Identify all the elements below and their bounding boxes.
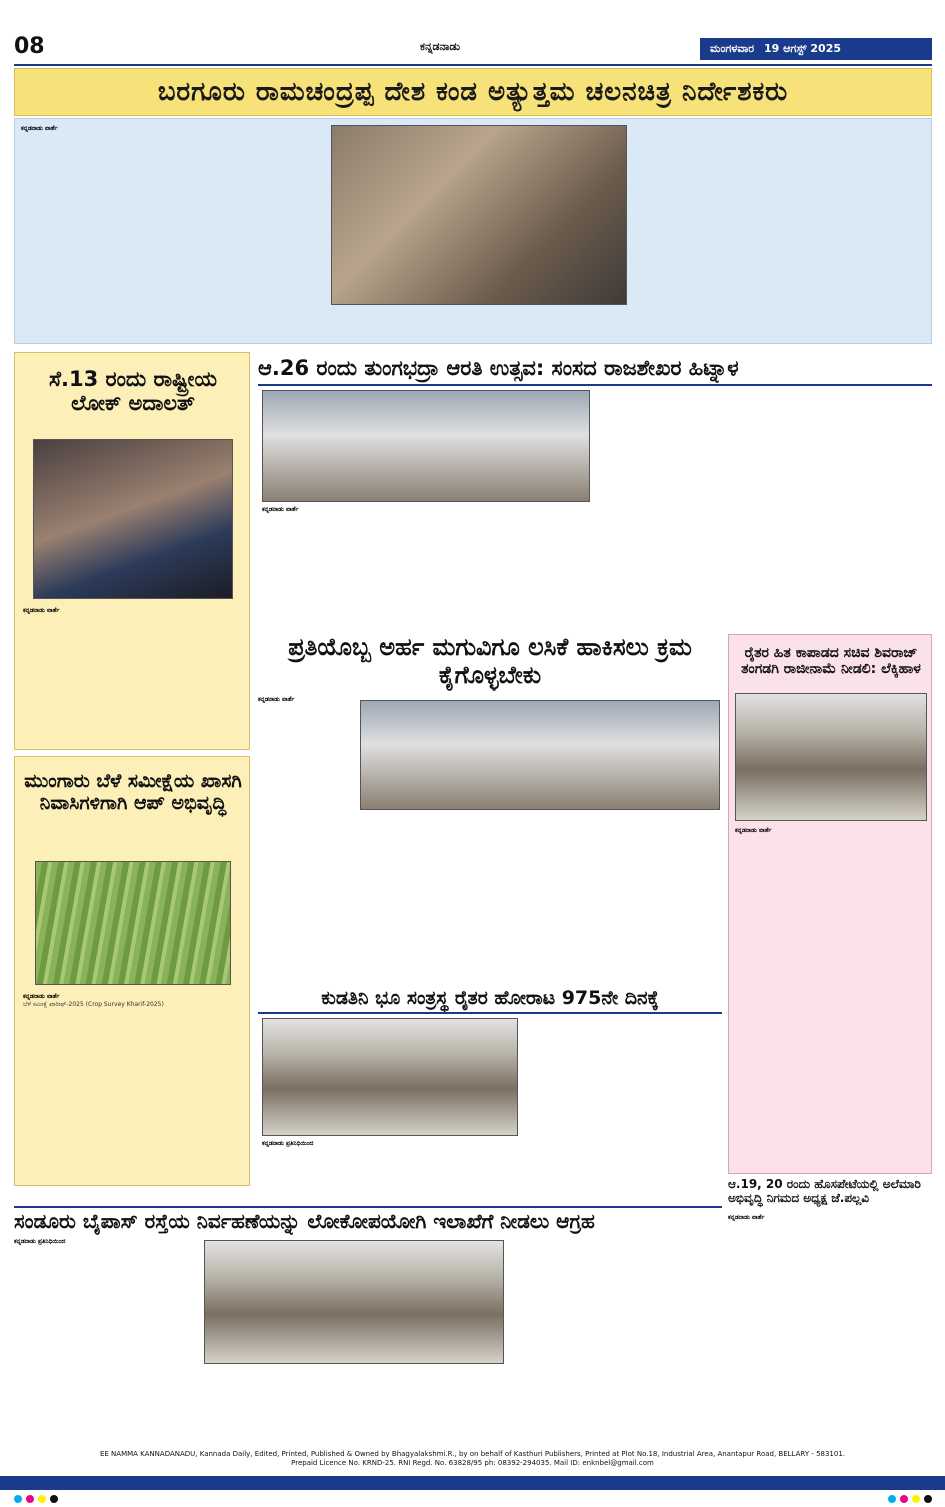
- tungabhadra-col-1: [262, 506, 426, 622]
- black-mark: [50, 1495, 58, 1503]
- lead-col-3: [225, 125, 323, 339]
- crop-app-name: ಬೆಳೆ ಸಮೀಕ್ಷೆ ಖಾರೀಫ್-2025 (Crop Survey Kharif-2025): [23, 1000, 164, 1008]
- crop-survey-box: [14, 756, 250, 1186]
- lead-col-4: [633, 125, 731, 339]
- minister-box: [728, 634, 932, 1174]
- hospet-col-2: [832, 1214, 932, 1440]
- magenta-mark: [900, 1495, 908, 1503]
- tungabhadra-rule: [258, 384, 932, 386]
- lok-adalat-box: [14, 352, 250, 750]
- tungabhadra-headline: ಆ.26 ರಂದು ತುಂಗಭದ್ರಾ ಆರತಿ ಉತ್ಸವ: ಸಂಸದ ರಾಜಶೇಖರ ಹಿಟ್ನಾಳ: [258, 356, 739, 380]
- lead-dateline: ಕನ್ನಡನಾಡು ವಾರ್ತೆ: [21, 125, 58, 132]
- lok-adalat-headline: ಸೆ.13 ರಂದು ರಾಷ್ಟ್ರೀಯ ಲೋಕ್ ಅದಾಲತ್: [49, 367, 217, 416]
- vaccine-col-3: [482, 816, 600, 980]
- sandur-col-4: [356, 1368, 504, 1440]
- header-rule: [14, 64, 932, 66]
- lok-adalat-photo: [33, 439, 233, 599]
- kudatini-dateline: ಕನ್ನಡನಾಡು ಪ್ರತಿನಿಧಿಯಿಂದ: [262, 1140, 314, 1147]
- hospet-headline: ಆ.19, 20 ರಂದು ಹೊಸಪೇಟೆಯಲ್ಲಿ ಅಲೆಮಾರಿ ಅಭಿವೃದ್ಧಿ ನಿಗಮದ ಅಧ್ಯಕ್ಷ ಜೆ.ಪಲ್ಲವಿ: [728, 1177, 921, 1205]
- vaccine-dateline: ಕನ್ನಡನಾಡು ವಾರ್ತೆ: [258, 696, 295, 703]
- minister-dateline: ಕನ್ನಡನಾಡು ವಾರ್ತೆ: [735, 827, 772, 834]
- sandur-col-3: [204, 1368, 352, 1440]
- footer-band: [0, 1476, 945, 1490]
- lead-photo-caption: [331, 311, 627, 339]
- crop-survey-body: [23, 993, 243, 1179]
- tungabhadra-col-3: [594, 390, 758, 622]
- vaccine-col-2: [360, 816, 478, 980]
- vaccine-col-1: [258, 696, 354, 896]
- yellow-mark: [912, 1495, 920, 1503]
- tungabhadra-col-4: [762, 390, 930, 622]
- cyan-mark: [888, 1495, 896, 1503]
- sandur-col-5: [508, 1240, 614, 1440]
- page-number: 08: [14, 34, 45, 59]
- sandur-rule: [14, 1206, 722, 1208]
- crop-survey-dateline: ಕನ್ನಡನಾಡು ವಾರ್ತೆ: [23, 993, 60, 1000]
- lead-col-5: [735, 125, 833, 339]
- lead-photo: [331, 125, 627, 305]
- vaccine-headline: ಪ್ರತಿಯೊಬ್ಬ ಅರ್ಹ ಮಗುವಿಗೂ ಲಸಿಕೆ ಹಾಕಿಸಲು ಕ್ರಮ ಕೈಗೊಳ್ಳಬೇಕು: [288, 633, 692, 689]
- kudatini-rule: [258, 1012, 722, 1014]
- tungabhadra-dateline: ಕನ್ನಡನಾಡು ವಾರ್ತೆ: [262, 506, 299, 513]
- imprint-line-2: Prepaid Licence No. KRND-25. RNI Regd. No. 63828/95 ph: 08392-294035. Mail ID: enknbel@gmail.com: [291, 1459, 654, 1467]
- sandur-photo: [204, 1240, 504, 1364]
- crop-field-photo: [35, 861, 231, 985]
- cyan-mark: [14, 1495, 22, 1503]
- day-label: ಮಂಗಳವಾರ: [710, 42, 755, 55]
- sandur-col-2: [112, 1238, 200, 1440]
- minister-headline: ರೈತರ ಹಿತ ಕಾಪಾಡದ ಸಚಿವ ಶಿವರಾಜ್ ತಂಗಡಗಿ ರಾಜೀನಾಮೆ ನೀಡಲಿ: ಲೆಕ್ಕಿಹಾಳ: [741, 645, 921, 678]
- lead-col-6: [837, 125, 929, 339]
- lead-headline-band: [14, 68, 932, 116]
- hospet-col-1: [728, 1214, 828, 1440]
- imprint-line-1: EE NAMMA KANNADANADU, Kannada Daily, Edited, Printed, Published & Owned by Bhagyalakshmi.R., by on behalf of Kasthuri Publishers, Printed at Plot No.18, Industrial Area, Anantapur Road, BELLARY - 583101.: [99, 1450, 846, 1458]
- kudatini-headline: ಕುಡತಿನಿ ಭೂ ಸಂತ್ರಸ್ಥ ರೈತರ ಹೋರಾಟ 975ನೇ ದಿನಕ್ಕೆ: [321, 987, 659, 1009]
- vaccine-photo: [360, 700, 720, 810]
- minister-col-2: [833, 827, 927, 1167]
- kudatini-col-1: [262, 1140, 388, 1198]
- minister-col-1: [735, 827, 827, 1167]
- lead-col-2: [123, 125, 221, 339]
- sandur-headline: ಸಂಡೂರು ಬೈಪಾಸ್ ರಸ್ತೆಯ ನಿರ್ವಹಣೆಯನ್ನು ಲೋಕೋಪಯೋಗಿ ಇಲಾಖೆಗೆ ನೀಡಲು ಆಗ್ರಹ: [14, 1209, 595, 1233]
- kudatini-photo: [262, 1018, 518, 1136]
- imprint-footer: [0, 1450, 945, 1468]
- kudatini-col-2: [392, 1140, 518, 1198]
- tungabhadra-col-2: [430, 506, 590, 622]
- kudatini-col-3: [522, 1018, 620, 1198]
- lok-adalat-body: [23, 607, 243, 745]
- vaccine-col-4: [604, 816, 722, 980]
- sandur-col-6: [618, 1240, 722, 1440]
- hospet-dateline: ಕನ್ನಡನಾಡು ವಾರ್ತೆ: [728, 1214, 765, 1221]
- tungabhadra-photo: [262, 390, 590, 502]
- masthead: ಕನ್ನಡನಾಡು: [420, 40, 461, 53]
- date-label: 19 ಆಗಸ್ಟ್ 2025: [764, 42, 842, 55]
- black-mark: [924, 1495, 932, 1503]
- yellow-mark: [38, 1495, 46, 1503]
- kudatini-col-4: [624, 1018, 722, 1198]
- sandur-dateline: ಕನ್ನಡನಾಡು ಪ್ರತಿನಿಧಿಯಿಂದ: [14, 1238, 66, 1245]
- lok-adalat-dateline: ಕನ್ನಡನಾಡು ವಾರ್ತೆ: [23, 607, 60, 614]
- date-bar: [700, 38, 932, 60]
- lead-headline: ಬರಗೂರು ರಾಮಚಂದ್ರಪ್ಪ ದೇಶ ಕಂಡ ಅತ್ಯುತ್ತಮ ಚಲನಚಿತ್ರ ನಿರ್ದೇಶಕರು: [157, 76, 789, 107]
- minister-photo: [735, 693, 927, 821]
- lead-col-1: [21, 125, 119, 339]
- magenta-mark: [26, 1495, 34, 1503]
- lead-story: [14, 118, 932, 344]
- registration-marks-right: [888, 1495, 932, 1503]
- crop-survey-headline: ಮುಂಗಾರು ಬೆಳೆ ಸಮೀಕ್ಷೆಯ ಖಾಸಗಿ ನಿವಾಸಿಗಳಿಗಾಗಿ ಆಪ್ ಅಭಿವೃದ್ಧಿ: [24, 770, 242, 814]
- registration-marks-left: [14, 1495, 58, 1503]
- sandur-col-1: [14, 1238, 108, 1440]
